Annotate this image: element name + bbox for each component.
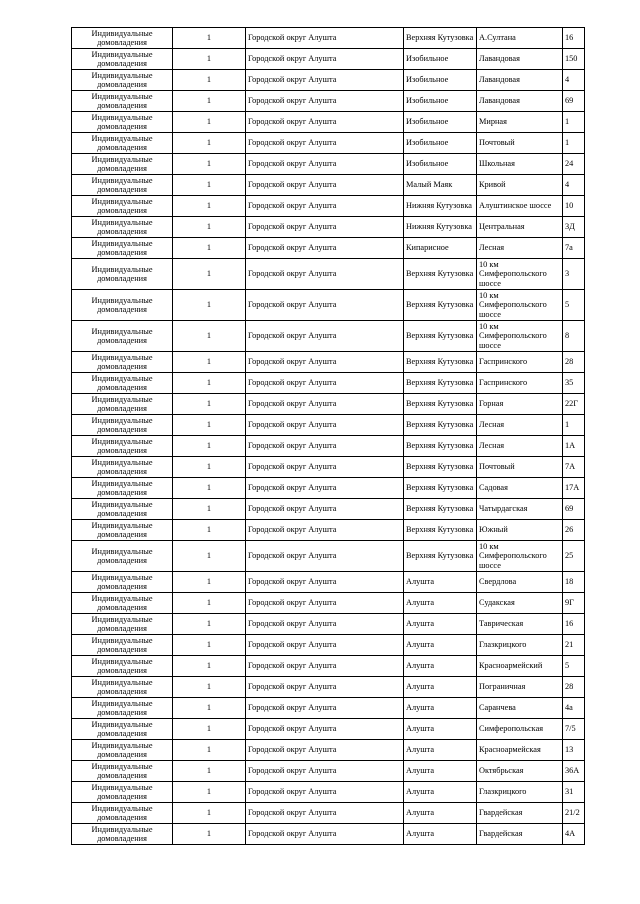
table-row [72,740,585,761]
table-row [72,259,585,290]
cell-count: 1 [173,635,246,656]
cell-building: 7А [563,457,585,478]
cell-count: 1 [173,175,246,196]
cell-type: Индивидуальные домовладения [72,217,173,238]
cell-type: Индивидуальные домовладения [72,635,173,656]
table-row [72,373,585,394]
cell-street: Судакская [477,593,563,614]
cell-street: Центральная [477,217,563,238]
cell-type: Индивидуальные домовладения [72,175,173,196]
cell-building: 16 [563,28,585,49]
cell-type: Индивидуальные домовладения [72,196,173,217]
cell-street: 10 км Симферопольского шоссе [477,541,563,572]
cell-building: 7/5 [563,719,585,740]
table-row [72,175,585,196]
cell-locality: Верхняя Кутузовка [404,499,477,520]
cell-district: Городской округ Алушта [246,154,404,175]
cell-street: Почтовый [477,133,563,154]
cell-count: 1 [173,217,246,238]
cell-type: Индивидуальные домовладения [72,740,173,761]
cell-type: Индивидуальные домовладения [72,761,173,782]
cell-building: 4а [563,698,585,719]
cell-street: Гвардейская [477,803,563,824]
cell-district: Городской округ Алушта [246,457,404,478]
table-row [72,112,585,133]
cell-type: Индивидуальные домовладения [72,321,173,352]
cell-locality: Изобильное [404,154,477,175]
cell-locality: Алушта [404,803,477,824]
cell-district: Городской округ Алушта [246,635,404,656]
cell-locality: Кипарисное [404,238,477,259]
cell-street: А.Султана [477,28,563,49]
cell-building: 69 [563,499,585,520]
cell-locality: Верхняя Кутузовка [404,373,477,394]
cell-district: Городской округ Алушта [246,677,404,698]
cell-district: Городской округ Алушта [246,133,404,154]
cell-building: 1 [563,133,585,154]
cell-locality: Верхняя Кутузовка [404,290,477,321]
cell-locality: Верхняя Кутузовка [404,415,477,436]
cell-district: Городской округ Алушта [246,782,404,803]
cell-count: 1 [173,196,246,217]
cell-district: Городской округ Алушта [246,593,404,614]
cell-building: 4 [563,175,585,196]
cell-district: Городской округ Алушта [246,175,404,196]
cell-locality: Алушта [404,782,477,803]
cell-street: Симферопольская [477,719,563,740]
cell-count: 1 [173,520,246,541]
cell-locality: Верхняя Кутузовка [404,394,477,415]
cell-locality: Верхняя Кутузовка [404,541,477,572]
table-row [72,698,585,719]
cell-count: 1 [173,824,246,845]
cell-district: Городской округ Алушта [246,436,404,457]
cell-street: 10 км Симферопольского шоссе [477,321,563,352]
cell-locality: Изобильное [404,49,477,70]
cell-street: Южный [477,520,563,541]
cell-building: 8 [563,321,585,352]
table-row [72,719,585,740]
cell-street: Кривой [477,175,563,196]
cell-locality: Верхняя Кутузовка [404,457,477,478]
cell-type: Индивидуальные домовладения [72,593,173,614]
cell-count: 1 [173,698,246,719]
cell-street: Лавандовая [477,91,563,112]
cell-district: Городской округ Алушта [246,238,404,259]
cell-district: Городской округ Алушта [246,614,404,635]
cell-locality: Алушта [404,635,477,656]
cell-street: Лавандовая [477,70,563,91]
cell-type: Индивидуальные домовладения [72,520,173,541]
cell-building: 69 [563,91,585,112]
cell-count: 1 [173,133,246,154]
cell-locality: Верхняя Кутузовка [404,259,477,290]
cell-locality: Алушта [404,572,477,593]
table-row [72,520,585,541]
cell-district: Городской округ Алушта [246,70,404,91]
cell-building: 31 [563,782,585,803]
cell-locality: Изобильное [404,91,477,112]
cell-locality: Нижняя Кутузовка [404,196,477,217]
cell-building: 4А [563,824,585,845]
cell-district: Городской округ Алушта [246,112,404,133]
cell-district: Городской округ Алушта [246,572,404,593]
cell-count: 1 [173,259,246,290]
table-row [72,321,585,352]
table-row [72,593,585,614]
cell-building: 16 [563,614,585,635]
cell-district: Городской округ Алушта [246,719,404,740]
cell-type: Индивидуальные домовладения [72,259,173,290]
cell-type: Индивидуальные домовладения [72,133,173,154]
table-row [72,572,585,593]
cell-building: 1 [563,415,585,436]
cell-locality: Алушта [404,614,477,635]
cell-building: 3Д [563,217,585,238]
table-row [72,656,585,677]
cell-locality: Алушта [404,677,477,698]
cell-street: Чатырдагская [477,499,563,520]
cell-building: 18 [563,572,585,593]
cell-type: Индивидуальные домовладения [72,373,173,394]
table-row [72,614,585,635]
cell-street: Мирная [477,112,563,133]
cell-locality: Алушта [404,719,477,740]
table-row [72,761,585,782]
cell-type: Индивидуальные домовладения [72,782,173,803]
cell-locality: Изобильное [404,112,477,133]
cell-street: Почтовый [477,457,563,478]
cell-locality: Верхняя Кутузовка [404,520,477,541]
cell-district: Городской округ Алушта [246,28,404,49]
address-table-body [72,28,585,845]
cell-street: Школьная [477,154,563,175]
cell-building: 1А [563,436,585,457]
cell-street: Лавандовая [477,49,563,70]
table-row [72,677,585,698]
cell-count: 1 [173,373,246,394]
cell-building: 5 [563,656,585,677]
cell-locality: Алушта [404,656,477,677]
table-row [72,154,585,175]
cell-type: Индивидуальные домовладения [72,28,173,49]
cell-count: 1 [173,478,246,499]
cell-locality: Алушта [404,698,477,719]
cell-locality: Алушта [404,740,477,761]
table-row [72,91,585,112]
cell-count: 1 [173,782,246,803]
cell-type: Индивидуальные домовладения [72,457,173,478]
table-row [72,70,585,91]
cell-count: 1 [173,761,246,782]
table-row [72,133,585,154]
cell-building: 150 [563,49,585,70]
cell-type: Индивидуальные домовладения [72,49,173,70]
table-row [72,635,585,656]
cell-building: 5 [563,290,585,321]
cell-count: 1 [173,28,246,49]
cell-building: 35 [563,373,585,394]
cell-locality: Алушта [404,824,477,845]
cell-type: Индивидуальные домовладения [72,478,173,499]
cell-street: Таврическая [477,614,563,635]
cell-district: Городской округ Алушта [246,520,404,541]
cell-locality: Алушта [404,761,477,782]
cell-street: Гвардейская [477,824,563,845]
cell-type: Индивидуальные домовладения [72,352,173,373]
cell-building: 7а [563,238,585,259]
cell-street: Лесная [477,436,563,457]
cell-type: Индивидуальные домовладения [72,154,173,175]
cell-type: Индивидуальные домовладения [72,614,173,635]
cell-district: Городской округ Алушта [246,824,404,845]
cell-building: 13 [563,740,585,761]
cell-street: 10 км Симферопольского шоссе [477,259,563,290]
cell-count: 1 [173,238,246,259]
cell-street: Пограничная [477,677,563,698]
cell-count: 1 [173,572,246,593]
cell-count: 1 [173,394,246,415]
cell-count: 1 [173,70,246,91]
cell-type: Индивидуальные домовладения [72,677,173,698]
cell-building: 22Г [563,394,585,415]
cell-street: Свердлова [477,572,563,593]
cell-count: 1 [173,593,246,614]
cell-street: Лесная [477,415,563,436]
cell-district: Городской округ Алушта [246,196,404,217]
table-row [72,782,585,803]
cell-locality: Малый Маяк [404,175,477,196]
cell-building: 26 [563,520,585,541]
table-row [72,238,585,259]
cell-type: Индивидуальные домовладения [72,436,173,457]
cell-district: Городской округ Алушта [246,290,404,321]
cell-count: 1 [173,656,246,677]
cell-type: Индивидуальные домовладения [72,70,173,91]
cell-locality: Верхняя Кутузовка [404,28,477,49]
cell-district: Городской округ Алушта [246,415,404,436]
cell-building: 3 [563,259,585,290]
cell-building: 24 [563,154,585,175]
cell-building: 4 [563,70,585,91]
cell-building: 21 [563,635,585,656]
cell-street: Красноармейская [477,740,563,761]
cell-type: Индивидуальные домовладения [72,91,173,112]
cell-type: Индивидуальные домовладения [72,572,173,593]
table-row [72,28,585,49]
table-row [72,803,585,824]
cell-count: 1 [173,541,246,572]
cell-type: Индивидуальные домовладения [72,394,173,415]
cell-type: Индивидуальные домовладения [72,112,173,133]
cell-count: 1 [173,154,246,175]
cell-district: Городской округ Алушта [246,321,404,352]
cell-count: 1 [173,290,246,321]
cell-locality: Нижняя Кутузовка [404,217,477,238]
cell-count: 1 [173,415,246,436]
cell-district: Городской округ Алушта [246,217,404,238]
cell-count: 1 [173,499,246,520]
cell-district: Городской округ Алушта [246,656,404,677]
cell-type: Индивидуальные домовладения [72,698,173,719]
cell-street: Глазкрицкого [477,635,563,656]
cell-district: Городской округ Алушта [246,259,404,290]
cell-count: 1 [173,740,246,761]
cell-building: 10 [563,196,585,217]
cell-district: Городской округ Алушта [246,352,404,373]
cell-locality: Верхняя Кутузовка [404,321,477,352]
cell-street: Лесная [477,238,563,259]
cell-locality: Изобильное [404,133,477,154]
cell-street: Красноармейский [477,656,563,677]
cell-district: Городской округ Алушта [246,803,404,824]
table-row [72,394,585,415]
table-row [72,217,585,238]
cell-locality: Верхняя Кутузовка [404,436,477,457]
cell-street: Гаспринского [477,373,563,394]
cell-street: Глазкрицкого [477,782,563,803]
cell-locality: Верхняя Кутузовка [404,352,477,373]
cell-type: Индивидуальные домовладения [72,656,173,677]
table-row [72,499,585,520]
cell-street: Гаспринского [477,352,563,373]
cell-district: Городской округ Алушта [246,761,404,782]
cell-district: Городской округ Алушта [246,478,404,499]
cell-type: Индивидуальные домовладения [72,238,173,259]
table-row [72,196,585,217]
cell-district: Городской округ Алушта [246,698,404,719]
cell-building: 25 [563,541,585,572]
table-row [72,824,585,845]
cell-street: Октябрьская [477,761,563,782]
cell-count: 1 [173,614,246,635]
cell-count: 1 [173,677,246,698]
cell-building: 21/2 [563,803,585,824]
cell-locality: Алушта [404,593,477,614]
cell-building: 36А [563,761,585,782]
cell-district: Городской округ Алушта [246,49,404,70]
cell-street: 10 км Симферопольского шоссе [477,290,563,321]
table-row [72,415,585,436]
cell-district: Городской округ Алушта [246,394,404,415]
cell-street: Горная [477,394,563,415]
table-row [72,541,585,572]
cell-district: Городской округ Алушта [246,740,404,761]
cell-street: Саранчева [477,698,563,719]
cell-building: 1 [563,112,585,133]
table-row [72,290,585,321]
cell-count: 1 [173,719,246,740]
cell-locality: Верхняя Кутузовка [404,478,477,499]
cell-locality: Изобильное [404,70,477,91]
cell-count: 1 [173,803,246,824]
cell-building: 9Г [563,593,585,614]
cell-type: Индивидуальные домовладения [72,541,173,572]
table-row [72,352,585,373]
cell-count: 1 [173,436,246,457]
cell-street: Алуштинское шоссе [477,196,563,217]
cell-building: 28 [563,677,585,698]
cell-type: Индивидуальные домовладения [72,290,173,321]
cell-street: Садовая [477,478,563,499]
cell-district: Городской округ Алушта [246,541,404,572]
cell-count: 1 [173,352,246,373]
cell-district: Городской округ Алушта [246,91,404,112]
table-row [72,457,585,478]
cell-district: Городской округ Алушта [246,499,404,520]
cell-type: Индивидуальные домовладения [72,415,173,436]
cell-count: 1 [173,321,246,352]
table-row [72,49,585,70]
cell-count: 1 [173,49,246,70]
cell-type: Индивидуальные домовладения [72,824,173,845]
cell-building: 28 [563,352,585,373]
cell-type: Индивидуальные домовладения [72,719,173,740]
cell-count: 1 [173,457,246,478]
cell-district: Городской округ Алушта [246,373,404,394]
cell-building: 17А [563,478,585,499]
cell-type: Индивидуальные домовладения [72,499,173,520]
table-row [72,436,585,457]
cell-count: 1 [173,91,246,112]
address-table [71,27,585,845]
cell-count: 1 [173,112,246,133]
cell-type: Индивидуальные домовладения [72,803,173,824]
table-row [72,478,585,499]
